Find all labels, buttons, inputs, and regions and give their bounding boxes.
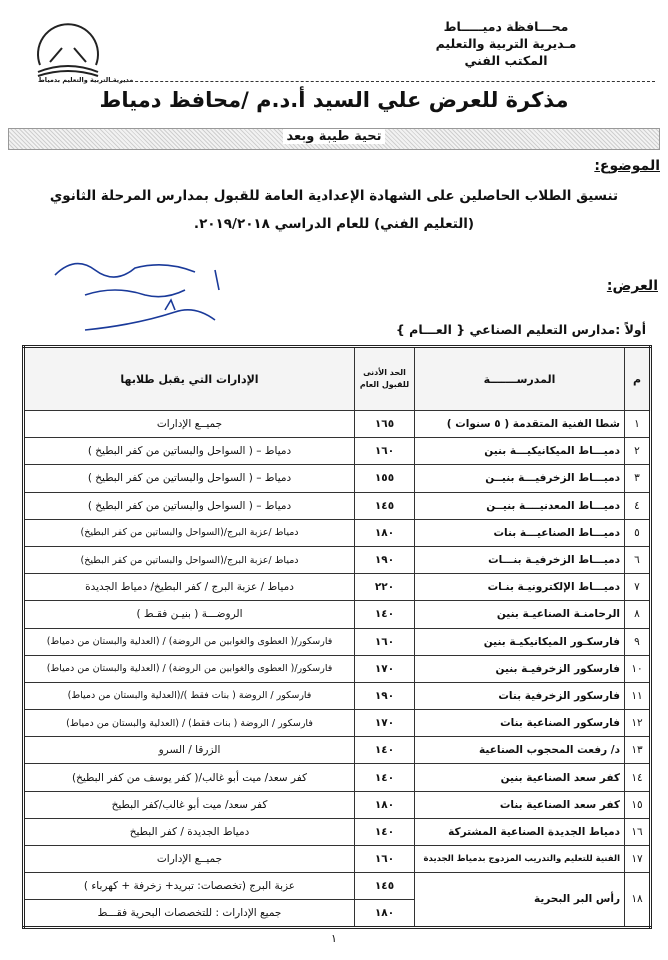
table-header-row <box>24 347 651 411</box>
row-number: ٦ <box>625 546 651 573</box>
min-score: ١٨٠ <box>355 791 415 818</box>
school-name: رأس البر البحرية <box>415 873 625 927</box>
greeting: تحية طيبة وبعد <box>283 129 384 144</box>
row-number: ١١ <box>625 682 651 709</box>
memo-title: مذكرة للعرض علي السيد أ.د.م /محافظ دمياط <box>99 88 569 112</box>
row-number: ٥ <box>625 519 651 546</box>
admin-areas: دمياط /عزبة البرج/(السواحل والبساتين من كفر البطيخ) <box>24 519 355 546</box>
min-score: ١٤٥ <box>355 873 415 900</box>
table-row <box>24 628 651 655</box>
header-admins: الإدارات التي يقبل طلابها <box>24 347 355 411</box>
min-score: ١٨٠ <box>355 900 415 927</box>
admin-areas: دمياط – ( السواحل والبساتين من كفر البطيخ ) <box>24 492 355 519</box>
table-row <box>24 846 651 873</box>
school-name: كفر سعد الصناعية بنات <box>415 791 625 818</box>
min-score: ١٤٥ <box>355 492 415 519</box>
school-name: شطا الفنية المتقدمة ( ٥ سنوات ) <box>415 411 625 438</box>
school-name: دميـــاط الإلكترونيـة بنـات <box>415 574 625 601</box>
table-row <box>24 791 651 818</box>
min-score: ١٤٠ <box>355 737 415 764</box>
header-min-score: الحد الأدنى للقبول العام <box>355 347 415 411</box>
table-row <box>24 710 651 737</box>
subject-line: (التعليم الفني) للعام الدراسي ٢٠١٩/٢٠١٨. <box>193 216 475 232</box>
admin-areas: فارسكور / الروضة ( بنات فقط) / (العدلية والبستان من دمياط) <box>24 710 355 737</box>
admin-areas: فارسكور / الروضة ( بنات فقط )/(العدلية والبستان من دمياط) <box>24 682 355 709</box>
admin-areas: دمياط /عزبة البرج/(السواحل والبساتين من كفر البطيخ) <box>24 546 355 573</box>
row-number: ٨ <box>625 601 651 628</box>
min-score: ١٤٠ <box>355 818 415 845</box>
table-row <box>24 492 651 519</box>
logo-caption: مديرية التربية والتعليم بدمياط <box>38 76 134 84</box>
school-name: د/ رفعت المحجوب الصناعية <box>415 737 625 764</box>
table-row <box>24 601 651 628</box>
row-number: ١٠ <box>625 655 651 682</box>
table-row <box>24 546 651 573</box>
school-name: دميـــاط الميكانيكيـــة بنين <box>415 438 625 465</box>
min-score: ١٩٠ <box>355 682 415 709</box>
letterhead-line: مـديرية التربية والتعليم <box>435 36 577 51</box>
presentation-label: العرض: <box>606 278 658 294</box>
admin-areas: كفر سعد/ ميت أبو غالب/كفر البطيخ <box>24 791 355 818</box>
admin-areas: جميــع الإدارات <box>24 411 355 438</box>
row-number: ٧ <box>625 574 651 601</box>
subject-line: تنسيق الطلاب الحاصلين على الشهادة الإعدادية العامة للقبول بمدارس المرحلة الثانوي <box>49 188 619 204</box>
min-score: ١٤٠ <box>355 601 415 628</box>
admin-areas: فارسكور/( العطوى والغوابين من الروضة) / (العدلية والبستان من دمياط) <box>24 655 355 682</box>
row-number: ١٥ <box>625 791 651 818</box>
school-name: فارسكور الصناعية بنات <box>415 710 625 737</box>
row-number: ١٨ <box>625 873 651 927</box>
min-score: ١٦٥ <box>355 411 415 438</box>
table-row <box>24 411 651 438</box>
row-number: ١ <box>625 411 651 438</box>
min-score: ١٨٠ <box>355 519 415 546</box>
school-name: الفنية للتعليم والتدريب المزدوج بدمياط الجديدة <box>415 846 625 873</box>
table-row <box>24 873 651 900</box>
table-row <box>24 737 651 764</box>
admin-areas: جميــع الإدارات <box>24 846 355 873</box>
min-score: ٢٢٠ <box>355 574 415 601</box>
header-divider <box>110 81 655 82</box>
row-number: ١٢ <box>625 710 651 737</box>
table-row <box>24 818 651 845</box>
admission-table <box>22 345 652 929</box>
table-row <box>24 465 651 492</box>
min-score: ١٤٠ <box>355 764 415 791</box>
school-name: دميـــاط الصناعيـــة بنات <box>415 519 625 546</box>
table-row <box>24 438 651 465</box>
subject-label: الموضوع: <box>594 158 660 174</box>
school-name: كفر سعد الصناعية بنين <box>415 764 625 791</box>
min-score: ١٧٠ <box>355 710 415 737</box>
school-name: فارسكور الزخرفيـة بنين <box>415 655 625 682</box>
page-number: ١ <box>331 932 337 945</box>
min-score: ١٦٠ <box>355 628 415 655</box>
school-name: فارسكـور الميكانيكيـة بنين <box>415 628 625 655</box>
min-score: ١٥٥ <box>355 465 415 492</box>
row-number: ١٤ <box>625 764 651 791</box>
admin-areas: الزرقا / السرو <box>24 737 355 764</box>
row-number: ١٣ <box>625 737 651 764</box>
handwritten-note <box>45 250 245 340</box>
section-title: أولاً :مدارس التعليم الصناعي { العـــام } <box>395 322 646 337</box>
admin-areas: دمياط – ( السواحل والبساتين من كفر البطيخ ) <box>24 438 355 465</box>
admin-areas: فارسكور/( العطوى والغوابين من الروضة) / (العدلية والبستان من دمياط) <box>24 628 355 655</box>
min-score: ١٧٠ <box>355 655 415 682</box>
row-number: ١٦ <box>625 818 651 845</box>
table-row <box>24 655 651 682</box>
admin-areas: كفر سعد/ ميت أبو غالب/( كفر يوسف من كفر البطيخ) <box>24 764 355 791</box>
table-row <box>24 519 651 546</box>
table-row <box>24 574 651 601</box>
header-num: م <box>625 347 651 411</box>
school-name: الرحامنـة الصناعيـة بنين <box>415 601 625 628</box>
greeting-banner <box>8 128 660 150</box>
letterhead <box>406 18 606 69</box>
admin-areas: دمياط الجديدة / كفر البطيخ <box>24 818 355 845</box>
row-number: ٩ <box>625 628 651 655</box>
school-name: دميـــاط الزخرفيـــة بنيــن <box>415 465 625 492</box>
min-score: ١٦٠ <box>355 846 415 873</box>
school-name: فارسكور الزخرفية بنات <box>415 682 625 709</box>
admin-areas: الروضـــة ( بنيـن فقـط ) <box>24 601 355 628</box>
admin-areas: عزبة البرج (تخصصات: تبريد+ زخرفة + كهرباء ) <box>24 873 355 900</box>
row-number: ١٧ <box>625 846 651 873</box>
admin-areas: جميع الإدارات : للتخصصات البحرية فقـــط <box>24 900 355 927</box>
header-school: المدرســـــــة <box>415 347 625 411</box>
admin-areas: دمياط – ( السواحل والبساتين من كفر البطيخ ) <box>24 465 355 492</box>
letterhead-line: المكتب الفني <box>464 53 548 68</box>
table-row <box>24 764 651 791</box>
admin-areas: دمياط / عزبة البرج / كفر البطيخ/ دمياط الجديدة <box>24 574 355 601</box>
row-number: ٤ <box>625 492 651 519</box>
school-name: دمياط الجديدة الصناعية المشتركة <box>415 818 625 845</box>
school-name: دميـــاط الزخرفيـة بنـــات <box>415 546 625 573</box>
min-score: ١٩٠ <box>355 546 415 573</box>
table-row <box>24 682 651 709</box>
row-number: ٢ <box>625 438 651 465</box>
row-number: ٣ <box>625 465 651 492</box>
letterhead-line: محـــافظة دميـــــاط <box>443 19 569 34</box>
min-score: ١٦٠ <box>355 438 415 465</box>
school-name: دميـــاط المعدنيــــة بنيــن <box>415 492 625 519</box>
